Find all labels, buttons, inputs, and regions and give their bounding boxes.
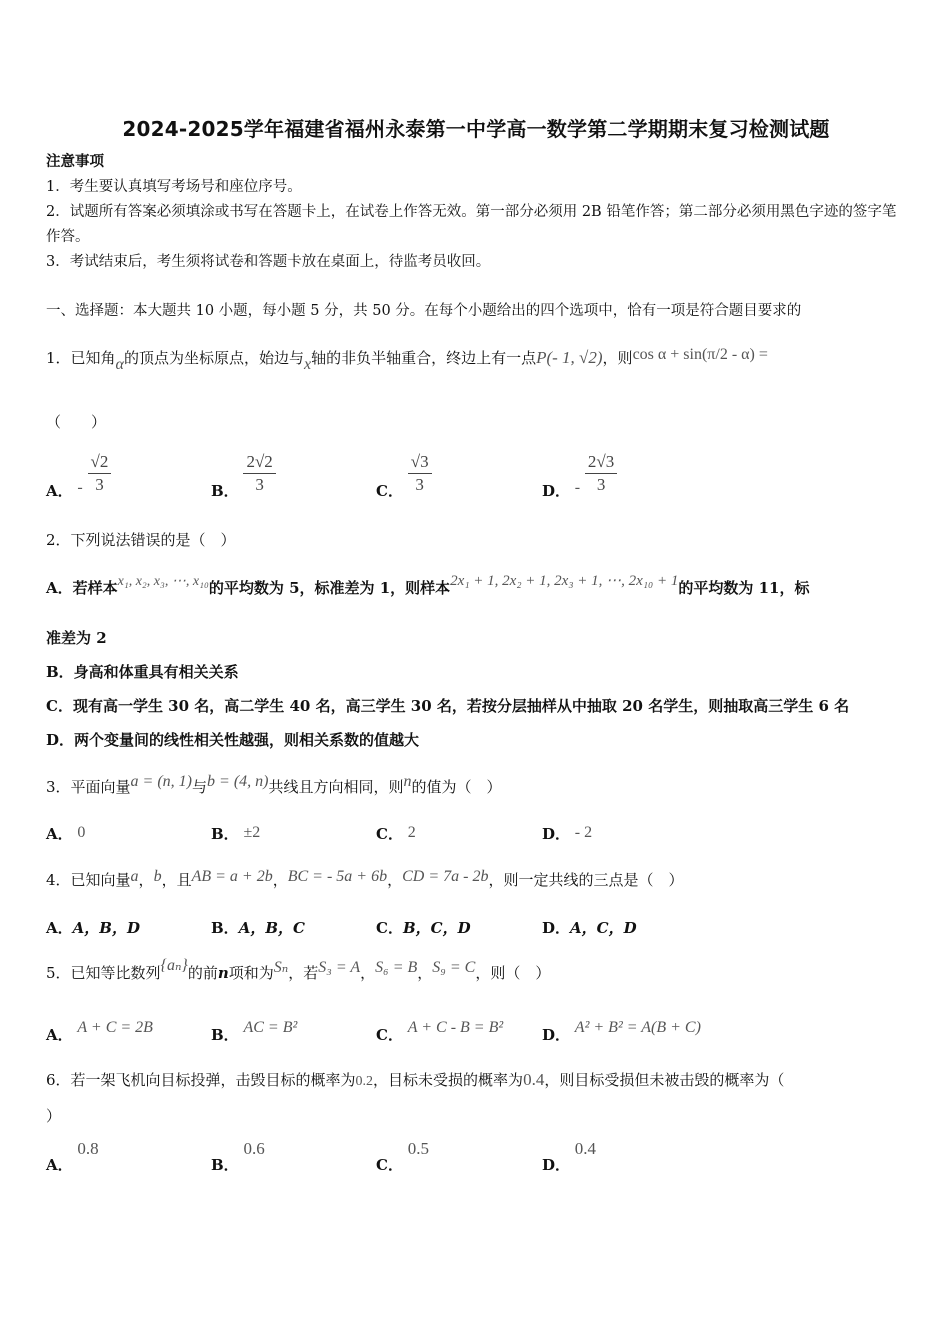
- q4-vector-b: b: [153, 868, 162, 885]
- q5-sequence: {aₙ}: [160, 957, 188, 974]
- q2-option-a[interactable]: A．若样本x₁, x₂, x₃, ⋯, x₁₀的平均数为 5，标准差为 1，则样本2x₁ + 1, 2x₂ + 1, 2x₃ + 1, ⋯, 2x₁₀ + 1的平均数为 11，标: [46, 573, 810, 597]
- q4-option-a[interactable]: A．A，B，D: [46, 919, 140, 937]
- section-heading: 一、选择题：本大题共 10 小题，每小题 5 分，共 50 分。在每个小题给出的四个选项中，恰有一项是符合题目要求的: [46, 303, 802, 319]
- q1-text: 轴的非负半轴重合，终边上有一点: [311, 349, 537, 367]
- q5-option-a[interactable]: A． A + C = 2B: [46, 1019, 153, 1044]
- q4-cd: CD = 7a - 2b: [402, 868, 489, 885]
- q2-option-c[interactable]: C．现有高一学生 30 名，高二学生 40 名，高三学生 30 名，若按分层抽样从中抽取 20 名学生，则抽取高三学生 6 名: [46, 697, 850, 715]
- q1-text: 的顶点为坐标原点，始边与: [123, 349, 304, 367]
- q5-s3: S₃ = A: [318, 959, 361, 976]
- option-sign: -: [77, 478, 83, 496]
- q5-s9: S₉ = C: [432, 959, 476, 976]
- q1-option-d[interactable]: [542, 451, 617, 500]
- q3-vector-a: a = (n, 1): [130, 773, 192, 790]
- q5-sn: Sₙ: [273, 959, 289, 976]
- q2-sample: x₁, x₂, x₃, ⋯, x₁₀: [117, 574, 209, 589]
- notice-heading: 注意事项: [46, 153, 104, 170]
- q6-option-b[interactable]: B． 0.6: [211, 1139, 265, 1174]
- q1-answer-paren: （ ）: [46, 413, 107, 431]
- q6-probability-1: 0.2: [355, 1074, 374, 1089]
- q6-option-a[interactable]: A． 0.8: [46, 1139, 99, 1174]
- q1-text: ，则: [602, 349, 633, 367]
- option-fraction: $\frac{2√2}{3}$: [243, 451, 275, 496]
- q4-bc: BC = - 5a + 6b: [287, 868, 388, 885]
- question-4: 4．已知向量a，b，且AB = a + 2b，BC = - 5a + 6b，CD = 7a - 2b，则一定共线的三点是（ ）: [46, 868, 684, 889]
- q1-expression: cos α + sin(π/2 - α) =: [632, 346, 768, 363]
- option-fraction: $\frac{√2}{3}$: [88, 451, 112, 496]
- option-label: C．: [376, 481, 403, 500]
- q1-alpha: α: [115, 356, 124, 373]
- q3-option-c[interactable]: C． 2: [376, 824, 416, 843]
- q4-option-d[interactable]: D．A，C，D: [542, 919, 637, 937]
- question-5: 5．已知等比数列{aₙ}的前n项和为Sₙ，若S₃ = A，S₆ = B，S₉ = C，则（ ）: [46, 957, 551, 982]
- question-2: 2．下列说法错误的是（ ）: [46, 531, 236, 549]
- question-3: 3．平面向量a = (n, 1)与b = (4, n)共线且方向相同，则n的值为（ ）: [46, 773, 502, 796]
- q4-ab: AB = a + 2b: [191, 868, 273, 885]
- q1-text: 1．已知角: [46, 349, 116, 367]
- q4-vector-a: a: [130, 868, 139, 885]
- q3-option-a[interactable]: A． 0: [46, 824, 86, 843]
- notice-item-3: 3．考试结束后，考生须将试卷和答题卡放在桌面上，待监考员收回。: [46, 254, 491, 270]
- q6-option-c[interactable]: C． 0.5: [376, 1139, 429, 1174]
- q1-point: P(- 1, √2): [536, 348, 603, 367]
- q2-option-a-cont: 准差为 2: [46, 629, 107, 647]
- q3-option-d[interactable]: D． - 2: [542, 824, 593, 843]
- option-sign: -: [574, 478, 581, 496]
- q4-option-b[interactable]: B．A，B，C: [211, 919, 305, 937]
- q5-s6: S₆ = B: [375, 959, 418, 976]
- q2-option-b[interactable]: B．身高和体重具有相关关系: [46, 663, 239, 681]
- q6-option-d[interactable]: D． 0.4: [542, 1139, 597, 1174]
- q1-x: x: [303, 356, 312, 373]
- option-label: A．: [46, 481, 73, 500]
- q1-option-b[interactable]: [211, 451, 276, 500]
- q2-option-d[interactable]: D．两个变量间的线性相关性越强，则相关系数的值越大: [46, 731, 420, 749]
- q5-option-b[interactable]: B． AC = B²: [211, 1019, 298, 1044]
- option-label: D．: [542, 481, 571, 500]
- option-fraction: $\frac{√3}{3}$: [408, 451, 432, 496]
- q3-option-b[interactable]: B． ±2: [211, 824, 261, 843]
- q3-vector-b: b = (4, n): [207, 773, 269, 790]
- notice-item-1: 1．考生要认真填写考场号和座位序号。: [46, 179, 302, 195]
- option-label: B．: [211, 481, 239, 500]
- q5-option-d[interactable]: D． A² + B² = A(B + C): [542, 1019, 701, 1044]
- q1-option-a[interactable]: [46, 451, 111, 500]
- q6-paren-close: ）: [46, 1107, 62, 1125]
- option-fraction: $\frac{2√3}{3}$: [585, 451, 617, 496]
- q5-option-c[interactable]: C． A + C - B = B²: [376, 1019, 504, 1044]
- q4-option-c[interactable]: C．B，C，D: [376, 919, 471, 937]
- q2-sample-2: 2x₁ + 1, 2x₂ + 1, 2x₃ + 1, ⋯, 2x₁₀ + 1: [450, 573, 679, 589]
- question-6: 6．若一架飞机向目标投弹，击毁目标的概率为0.2，目标未受损的概率为0.4，则目标受损但未被击毁的概率为（: [46, 1070, 785, 1089]
- q1-option-c[interactable]: [376, 451, 432, 500]
- q6-probability-2: 0.4: [523, 1070, 545, 1089]
- question-1: [46, 346, 768, 373]
- q3-n: n: [403, 773, 412, 790]
- notice-item-2: 2．试题所有答案必须填涂或书写在答题卡上，在试卷上作答无效。第一部分必须用 2B 铅笔作答；第二部分必须用黑色字迹的签字笔作答。: [46, 204, 897, 245]
- page-title: 2024-2025学年福建省福州永泰第一中学高一数学第二学期期末复习检测试题: [122, 117, 830, 141]
